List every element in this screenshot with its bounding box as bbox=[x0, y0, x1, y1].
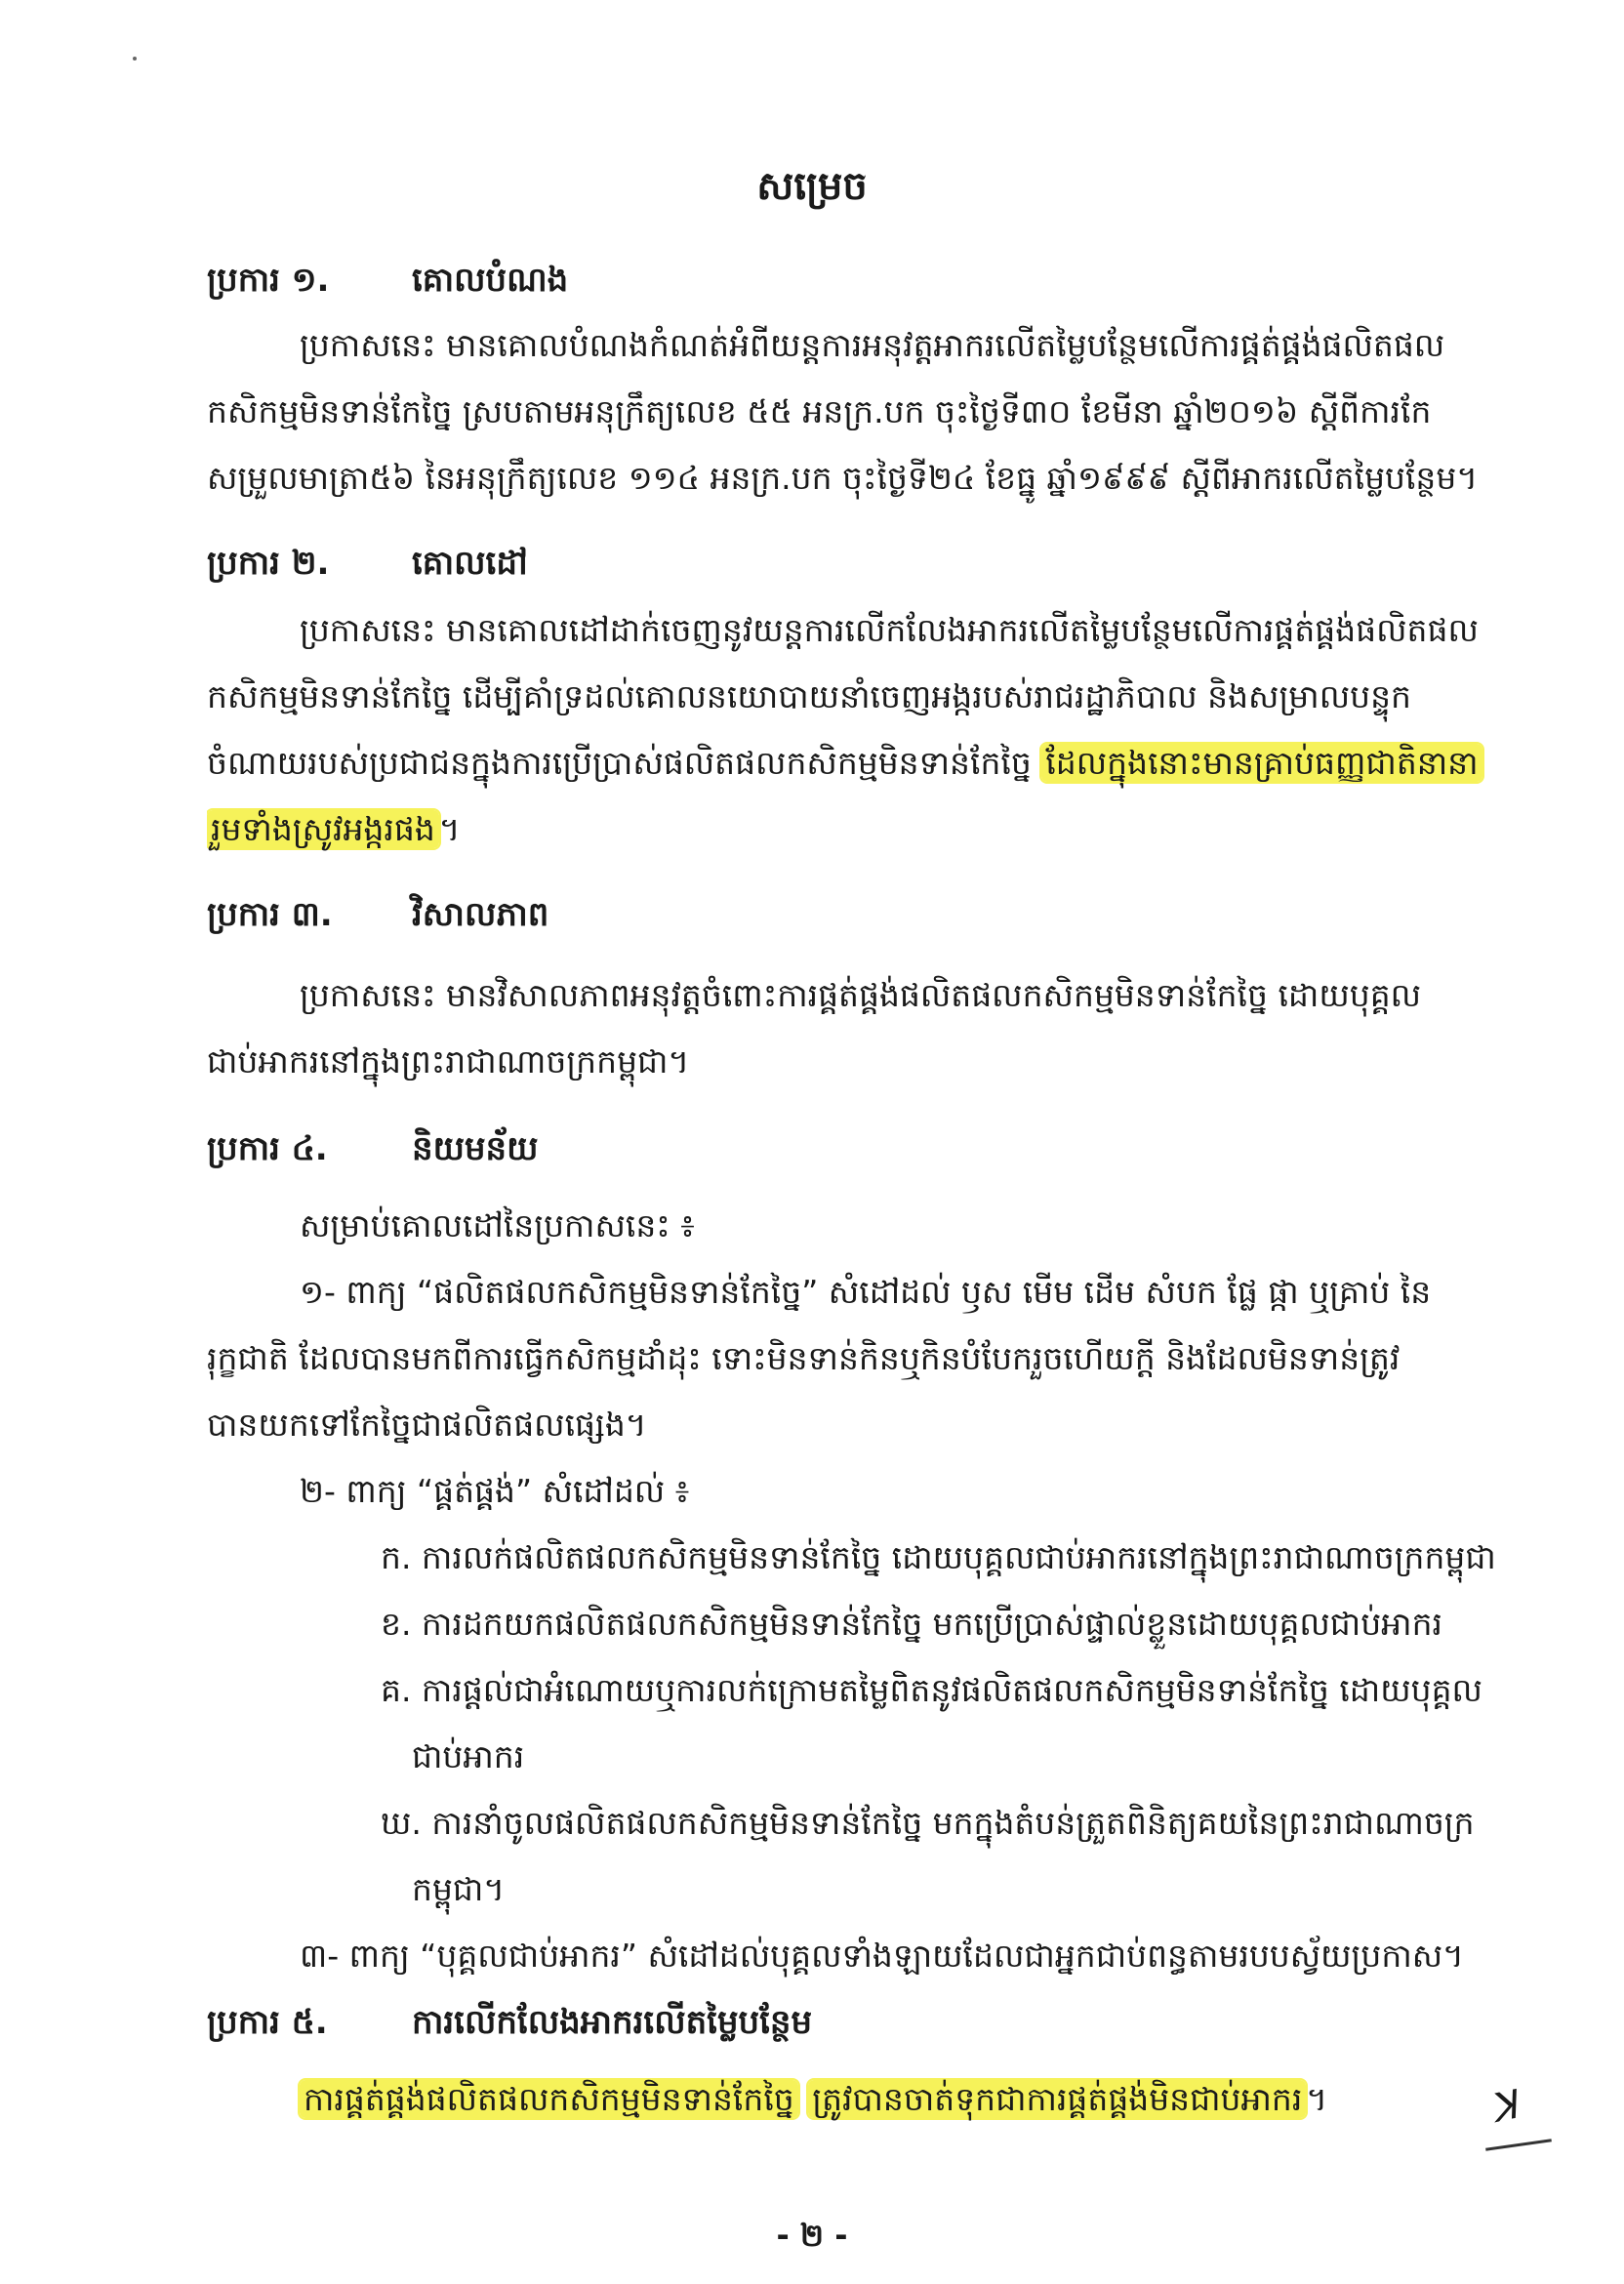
definition-2: ២- ពាក្យ “ផ្គត់ផ្គង់” សំដៅដល់ ៖ bbox=[300, 1472, 690, 1510]
article-3-body bbox=[207, 962, 1507, 1095]
article-2-line-text: ចំណាយរបស់ប្រជាជនក្នុងការប្រើប្រាស់ផលិតផលកសិកម្មមិនទាន់កែច្នៃ bbox=[207, 744, 1032, 782]
article-3-line: ជាប់អាករនៅក្នុងព្រះរាជាណាចក្រកម្ពុជា។ bbox=[207, 1042, 690, 1081]
article-1-heading bbox=[207, 259, 568, 307]
article-1-line: សម្រួលមាត្រា៥៦ នៃអនុក្រឹត្យលេខ ១១៤ អនក្រ.បក ចុះថ្ងៃទី២៤ ខែធ្នូ ឆ្នាំ១៩៩៩ ស្តីពីអាករលើតម្លៃបន្ថែម។ bbox=[207, 459, 1479, 497]
highlighted-text: រួមទាំងស្រូវអង្ករផង bbox=[207, 810, 439, 848]
article-4-label: ប្រការ ៤. bbox=[207, 1129, 328, 1168]
supply-item-kha: ខ. ការដកយកផលិតផលកសិកម្មមិនទាន់កែច្នៃ មកប្រើប្រាស់ផ្ទាល់ខ្លួនដោយបុគ្គលជាប់អាករ bbox=[381, 1605, 1443, 1643]
article-2-line bbox=[207, 796, 1507, 863]
article-1-title: គោលបំណង bbox=[412, 261, 569, 300]
article-5-end: ។ bbox=[1306, 2080, 1328, 2118]
article-4-body bbox=[207, 1193, 1507, 1989]
article-2-heading bbox=[207, 542, 528, 591]
supply-item-ko: គ. ការផ្តល់ជាអំណោយឬការលក់ក្រោមតម្លៃពិតនូវផលិតផលកសិកម្មមិនទាន់កែច្នៃ ដោយបុគ្គល bbox=[381, 1671, 1482, 1709]
article-2-end: ។ bbox=[438, 810, 461, 848]
definition-1-line: បានយកទៅកែច្នៃជាផលិតផលផ្សេង។ bbox=[207, 1406, 647, 1444]
article-4-heading bbox=[207, 1127, 539, 1176]
article-2-line bbox=[207, 730, 1507, 796]
definition-1-line: ១- ពាក្យ “ផលិតផលកសិកម្មមិនទាន់កែច្នៃ” សំដៅដល់ ឫស មើម ដើម សំបក ផ្លែ ផ្កា ឬគ្រាប់ នៃ bbox=[300, 1273, 1432, 1311]
article-5-title: ការលើកលែងអាករលើតម្លៃបន្ថែម bbox=[412, 2003, 813, 2042]
highlighted-text: ដែលក្នុងនោះមានគ្រាប់ធញ្ញជាតិនានា bbox=[1041, 744, 1482, 782]
article-5-label: ប្រការ ៥. bbox=[207, 2003, 328, 2042]
page-number: - ២ - bbox=[776, 2217, 848, 2254]
article-2-body bbox=[207, 597, 1507, 863]
supply-item-ka: ក. ការលក់ផលិតផលកសិកម្មមិនទាន់កែច្នៃ ដោយបុគ្គលជាប់អាករនៅក្នុងព្រះរាជាណាចក្រកម្ពុជា bbox=[381, 1538, 1496, 1576]
article-1-label: ប្រការ ១. bbox=[207, 261, 330, 300]
article-3-line: ប្រកាសនេះ មានវិសាលភាពអនុវត្តចំពោះការផ្គត់ផ្គង់ផលិតផលកសិកម្មមិនទាន់កែច្នៃ ដោយបុគ្គល bbox=[300, 976, 1422, 1014]
article-3-title: វិសាលភាព bbox=[412, 895, 549, 934]
article-5-body bbox=[207, 2066, 1507, 2133]
article-1-body bbox=[207, 312, 1507, 511]
article-1-line: កសិកម្មមិនទាន់កែច្នៃ ស្របតាមអនុក្រឹត្យលេខ ៥៥ អនក្រ.បក ចុះថ្ងៃទី៣០ ខែមីនា ឆ្នាំ២០១៦ ស្តីពីការកែ bbox=[207, 392, 1432, 430]
decision-title: សម្រេច bbox=[756, 164, 868, 209]
article-2-line: កសិកម្មមិនទាន់កែច្នៃ ដើម្បីគាំទ្រដល់គោលនយោបាយនាំចេញអង្ករបស់រាជរដ្ឋាភិបាល និងសម្រាលបន្ទុក bbox=[207, 677, 1411, 715]
handwritten-initials: ꓘ bbox=[1486, 2082, 1522, 2133]
supply-item-kho: ឃ. ការនាំចូលផលិតផលកសិកម្មមិនទាន់កែច្នៃ មកក្នុងតំបន់ត្រួតពិនិត្យគយនៃព្រះរាជាណាចក្រ bbox=[381, 1804, 1475, 1842]
scan-speck bbox=[133, 57, 137, 61]
highlighted-text: ត្រូវបានចាត់ទុកជាការផ្គត់ផ្គង់មិនជាប់អាករ bbox=[808, 2080, 1306, 2118]
definitions-intro: សម្រាប់គោលដៅនៃប្រកាសនេះ ៖ bbox=[300, 1206, 695, 1244]
article-3-heading bbox=[207, 893, 548, 942]
article-3-label: ប្រការ ៣. bbox=[207, 895, 333, 934]
article-2-label: ប្រការ ២. bbox=[207, 544, 330, 583]
article-5-heading bbox=[207, 2001, 812, 2050]
supply-item-kho-cont: កម្ពុជា។ bbox=[412, 1870, 506, 1908]
article-1-line: ប្រកាសនេះ មានគោលបំណងកំណត់អំពីយន្តការអនុវត្តអាករលើតម្លៃបន្ថែមលើការផ្គត់ផ្គង់ផលិតផល bbox=[300, 326, 1445, 364]
definition-3: ៣- ពាក្យ “បុគ្គលជាប់អាករ” សំដៅដល់បុគ្គលទាំងឡាយដែលជាអ្នកជាប់ពន្ធតាមរបបស្វ័យប្រកាស។ bbox=[300, 1937, 1464, 1975]
article-2-title: គោលដៅ bbox=[412, 544, 528, 583]
article-2-line: ប្រកាសនេះ មានគោលដៅដាក់ចេញនូវយន្តការលើកលែងអាករលើតម្លៃបន្ថែមលើការផ្គត់ផ្គង់ផលិតផល bbox=[300, 611, 1479, 649]
highlighted-text: ការផ្គត់ផ្គង់ផលិតផលកសិកម្មមិនទាន់កែច្នៃ bbox=[300, 2080, 798, 2118]
supply-item-ko-cont: ជាប់អាករ bbox=[412, 1737, 525, 1775]
definition-1-line: រុក្ខជាតិ ដែលបានមកពីការធ្វើកសិកម្មដាំដុះ ទោះមិនទាន់កិនឬកិនបំបែករួចហើយក្តី និងដែលមិនទាន់ត្រូវ bbox=[207, 1339, 1401, 1377]
article-5-line bbox=[207, 2066, 1507, 2133]
article-4-title: និយមន័យ bbox=[412, 1129, 539, 1168]
initials-underline bbox=[1485, 2139, 1552, 2150]
